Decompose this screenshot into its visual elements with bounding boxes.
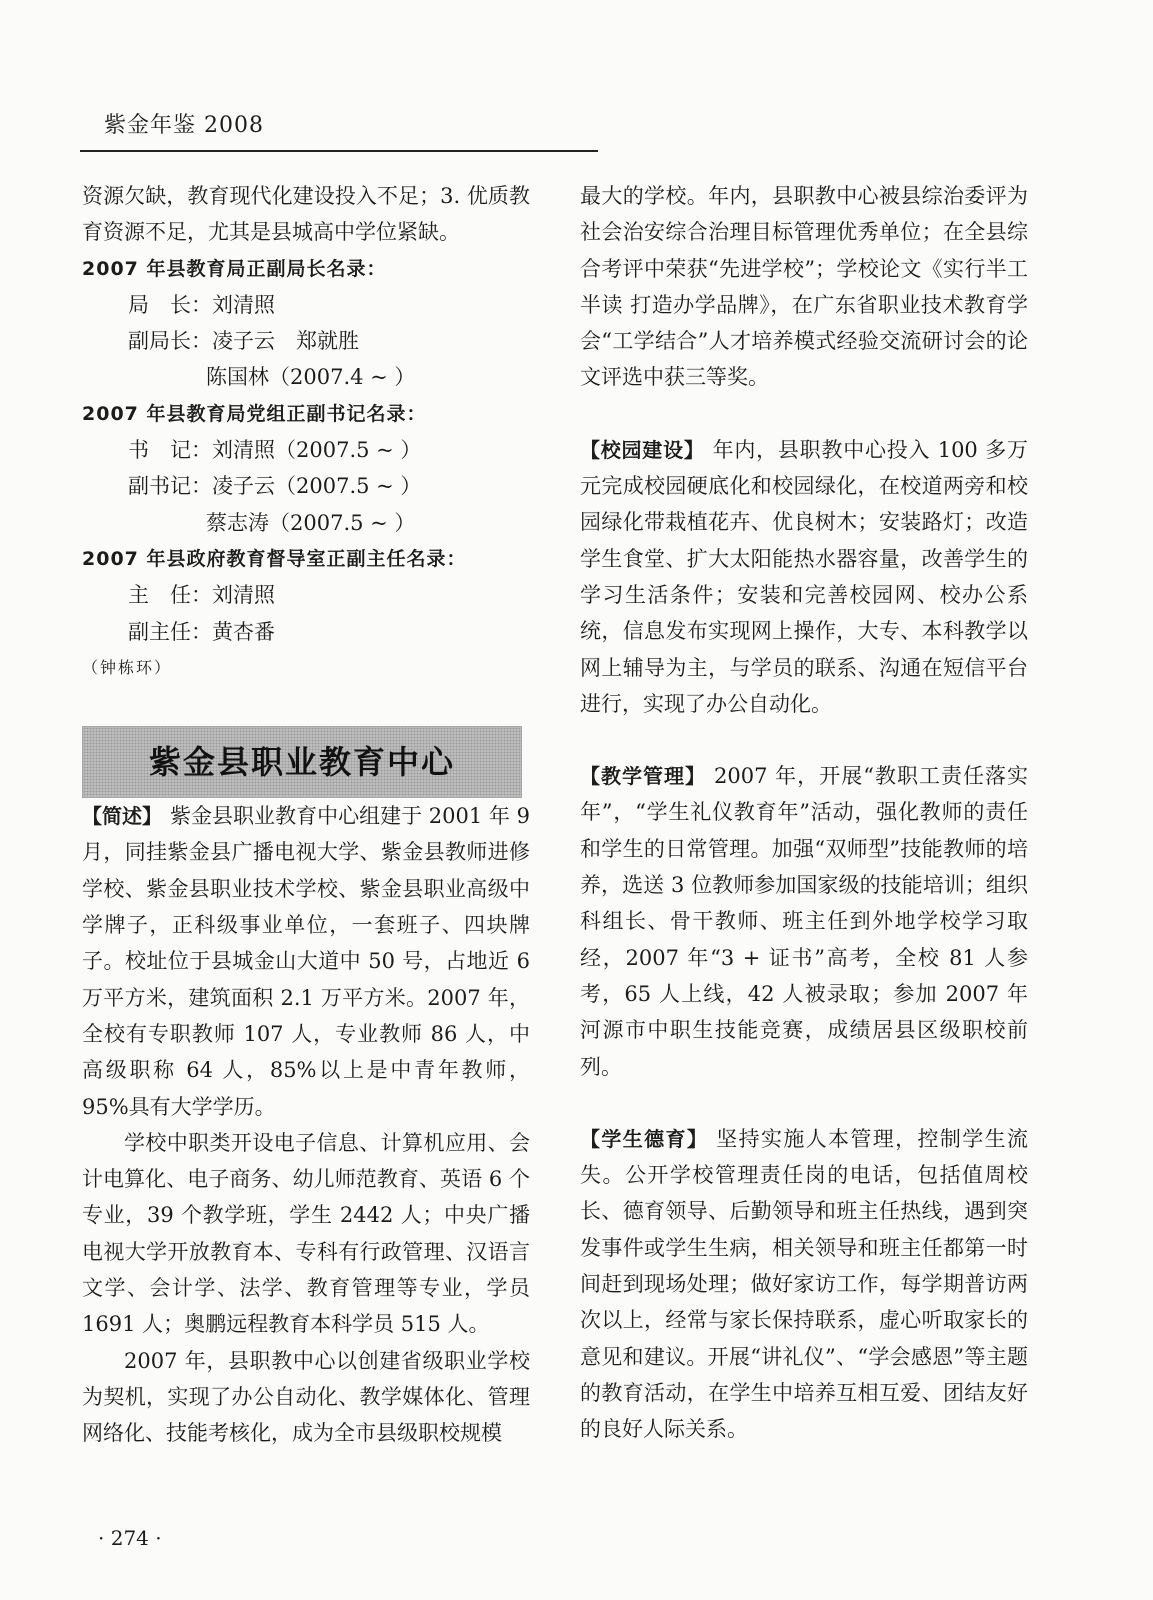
list3-heading: 2007 年县政府教育督导室正副主任名录： — [82, 547, 467, 570]
author-signature: （钟栋环） — [82, 657, 173, 677]
moral-tag: 【学生德育】 — [580, 1126, 709, 1151]
majors-paragraph: 学校中职类开设电子信息、计算机应用、会计电算化、电子商务、幼儿师范教育、英语 6 个专业，39 个教学班，学生 2442 人；中央广播电视大学开放教育本、专科有行政管理、汉语言文学、会计学、法学、教育管理等专业，学员 1691 人；奥鹏远程教育本科学员 515 人。 — [82, 1130, 530, 1337]
list2-row-3: 蔡志涛（2007.5 ~ ） — [206, 510, 416, 535]
list3-row-2: 副主任：黄杏番 — [128, 619, 275, 644]
list1-row-3: 陈国林（2007.4 ~ ） — [206, 365, 416, 390]
summary-text: 紫金县职业教育中心组建于 2001 年 9 月，同挂紫金县广播电视大学、紫金县教师进修学校、紫金县职业技术学校、紫金县职业高级中学牌子，正科级事业单位，一套班子、四块牌子。校址位于县城金山大道中 50 号，占地近 6 万平方米，建筑面积 2.1 万平方米。2007 年，全校有专职教师 107 人，专业教师 86 人，中高级职称 64 人，85%以上是中青年教师，95%具有大学学历。 — [82, 804, 530, 1119]
list1-row-2: 副局长：凌子云 郑就胜 — [128, 329, 359, 354]
teaching-text: 2007 年，开展“教职工责任落实年”，“学生礼仪教育年”活动，强化教师的责任和学生的日常管理。加强“双师型”技能教师的培养，选送 3 位教师参加国家级的技能培训；组织科组长、骨干教师、班主任到外地学校学习取经，2007 年“3 + 证书”高考，全校 81 人参考，65 人上线，42 人被录取；参加 2007 年河源市中职生技能竞赛，成绩居县区级职校前列。 — [580, 764, 1028, 1079]
campus-text: 年内，县职教中心投入 100 多万元完成校园硬底化和校园绿化，在校道两旁和校园绿化带栽植花卉、优良树木；安装路灯；改造学生食堂、扩大太阳能热水器容量，改善学生的学习生活条件；安装和完善校园网、校办公系统，信息发布实现网上操作，大专、本科教学以网上辅导为主，与学员的联系、沟通在短信平台进行，实现了办公自动化。 — [580, 437, 1029, 716]
page-number: · 274 · — [98, 1526, 162, 1550]
right-column — [580, 178, 1028, 1448]
list1-heading: 2007 年县教育局正副局长名录： — [82, 257, 387, 280]
list2-row-1: 书 记：刘清照（2007.5 ~ ） — [128, 438, 422, 463]
list1-row-1: 局 长：刘清照 — [128, 292, 275, 317]
left-column — [82, 178, 530, 1452]
campus-paragraph — [580, 432, 1028, 722]
section-banner — [82, 726, 522, 798]
section-banner-title: 紫金县职业教育中心 — [148, 743, 455, 781]
list2-row-2: 副书记：凌子云（2007.5 ~ ） — [128, 474, 422, 499]
modernization-paragraph: 2007 年，县职教中心以创建省级职业学校为契机，实现了办公自动化、教学媒体化、管理网络化、技能考核化，成为全市县级职校规模 — [82, 1348, 530, 1446]
continued-paragraph: 最大的学校。年内，县职教中心被县综治委评为社会治安综合治理目标管理优秀单位；在全县综合考评中荣获“先进学校”；学校论文《实行半工半读 打造办学品牌》，在广东省职业技术教育学会“工学结合”人才培养模式经验交流研讨会的论文评选中获三等奖。 — [580, 184, 1028, 390]
moral-text: 坚持实施人本管理，控制学生流失。公开学校管理责任岗的电话，包括值周校长、德育领导、后勤领导和班主任热线，遇到突发事件或学生生病，相关领导和班主任都第一时间赶到现场处理；做好家访工作，每学期普访两次以上，经常与家长保持联系，虚心听取家长的意见和建议。开展“讲礼仪”、“学会感恩”等主题的教育活动，在学生中培养互相互爱、团结友好的良好人际关系。 — [580, 1126, 1029, 1442]
moral-paragraph — [580, 1121, 1028, 1448]
list3-row-1: 主 任：刘清照 — [128, 583, 275, 608]
campus-tag: 【校园建设】 — [580, 437, 705, 462]
teaching-tag: 【教学管理】 — [580, 764, 707, 789]
intro-paragraph: 资源欠缺，教育现代化建设投入不足；3. 优质教育资源不足，尤其是县城高中学位紧缺。 — [82, 184, 530, 245]
summary-tag: 【简述】 — [82, 804, 163, 829]
summary-paragraph — [82, 798, 530, 1125]
teaching-paragraph — [580, 758, 1028, 1085]
header-rule — [80, 150, 598, 152]
page-header-title: 紫金年鉴 2008 — [104, 113, 264, 138]
list2-heading: 2007 年县教育局党组正副书记名录： — [82, 402, 427, 425]
